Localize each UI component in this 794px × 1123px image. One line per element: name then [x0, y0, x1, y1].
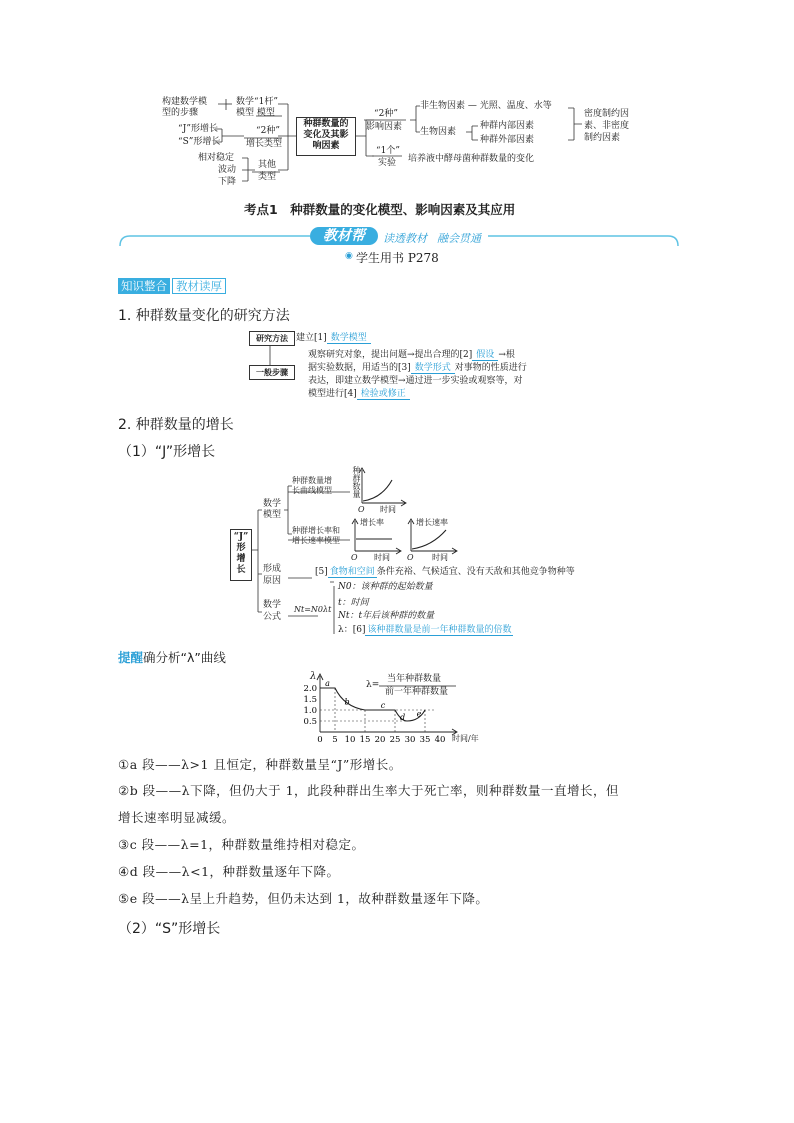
point-c: ③c 段——λ=1，种群数量维持相对稳定。 — [118, 837, 365, 852]
heading-j-growth: （1）“J”形增长 — [118, 444, 216, 460]
graph1-origin: O — [358, 505, 365, 514]
j-rate-model-1: 种群增长率和 — [292, 526, 340, 535]
answer-1: 数学模型 — [327, 333, 371, 344]
answer-3: 数学形式 — [411, 363, 455, 374]
mm-one-top: “1个” — [376, 146, 400, 156]
answer-4: 检验或修正 — [357, 389, 410, 400]
j-cause-1: 形成 — [263, 564, 282, 574]
mm-two-kinds: “2种” — [256, 126, 280, 136]
mm-right-note-3: 制约因素 — [584, 133, 621, 143]
step1-prefix: 观察研究对象，提出问题→提出合理的[2] — [308, 350, 473, 360]
j-curve-model-2: 长曲线模型 — [292, 486, 332, 495]
step4-prefix: 模型进行[4] — [308, 389, 357, 399]
j-root-1: “J” — [233, 532, 249, 542]
point-b: ②b 段——λ下降，但仍大于 1，此段种群出生率大于死亡率，则种群数量一直增长，但 — [118, 783, 620, 798]
cause-prefix: [5] — [315, 567, 328, 577]
y-tick-0.5: 0.5 — [303, 717, 317, 727]
graph1-x-label: 时间 — [380, 505, 396, 514]
j-root-3: 增 — [236, 554, 246, 564]
mm-one-bottom: 实验 — [378, 158, 397, 168]
answer-6: 该种群数量是前一年种群数量的倍数 — [367, 625, 512, 635]
lambda-y-label: λ — [310, 671, 317, 682]
j-math-model-1: 数学 — [263, 499, 282, 509]
point-e: ⑤e 段——λ呈上升趋势，但仍未达到 1，故种群数量逐年下降。 — [118, 891, 489, 906]
mm-center-line-2: 变化及其影 — [303, 130, 349, 140]
j-root-2: 形 — [236, 543, 246, 553]
mm-bio-external: 种群外部因素 — [480, 135, 535, 145]
j-math-model-2: 模型 — [263, 510, 282, 520]
cause-suffix: 条件充裕、气候适宜、没有天敌和其他竞争物种等 — [376, 567, 575, 577]
step1-suffix: →根 — [498, 350, 515, 360]
segment-label-c: c — [380, 700, 386, 710]
j-rate-model-2: 增长速率模型 — [292, 536, 340, 545]
mm-experiment: 培养液中酵母菌种群数量的变化 — [408, 154, 535, 164]
banner-title: 教材帮 — [310, 227, 378, 245]
segment-label-e: e — [416, 709, 422, 719]
mm-model-label-2: 模型 模型 — [236, 108, 275, 118]
graph2-x-label: 时间 — [374, 553, 390, 562]
lambda-denominator: 前一年种群数量 — [385, 687, 449, 697]
banner-sub-2: 融会贯通 — [437, 232, 481, 245]
x-tick-35: 35 — [419, 735, 431, 745]
lambda-numerator: 当年种群数量 — [387, 674, 442, 684]
j-formula-label-1: 数学 — [263, 600, 282, 610]
graph2-origin: O — [351, 553, 358, 562]
mm-model-label-1: 数学“1杆” — [236, 97, 278, 107]
x-tick-10: 10 — [344, 735, 356, 745]
banner-dot-icon: ◉ — [345, 251, 353, 261]
mm-bio: 生物因素 — [420, 127, 457, 137]
research-step-3: 表达，即建立数学模型→通过进一步实验或观察等，对 — [308, 376, 523, 386]
x-tick-30: 30 — [404, 735, 416, 745]
banner-sub-1: 读透教材 — [383, 232, 427, 245]
graph2-y-label: 增长率 — [360, 518, 384, 527]
x-tick-5: 5 — [332, 735, 338, 745]
mm-right-note-2: 素、非密度 — [584, 121, 630, 131]
banner-ref: 学生用书 P278 — [356, 251, 439, 265]
mm-fluctuate: 波动 — [218, 165, 237, 175]
heading-research-method: 1. 种群数量变化的研究方法 — [118, 308, 290, 324]
mm-bio-internal: 种群内部因素 — [480, 121, 535, 131]
tag-integration: 知识整合 — [118, 278, 170, 294]
graph3-origin: O — [407, 553, 414, 562]
tip-label: 提醒 — [118, 650, 144, 665]
mm-center-line-1: 种群数量的 — [303, 119, 349, 129]
step2-suffix: 对事物的性质进行 — [454, 363, 527, 373]
x-tick-25: 25 — [389, 735, 401, 745]
x-tick-0: 0 — [317, 735, 323, 745]
answer-5: 食物和空间 — [329, 567, 375, 577]
segment-label-d: d — [399, 712, 406, 722]
mm-nonbio: 非生物因素 — 光照、温度、水等 — [420, 101, 552, 111]
graph3-y-label: 增长速率 — [416, 518, 448, 527]
mm-step-1: 构建数学模 — [162, 97, 208, 107]
mm-other-type: 类型 — [258, 172, 277, 182]
mm-growth-types: 增长类型 — [246, 139, 283, 149]
mm-right-note-1: 密度制约因 — [584, 109, 630, 119]
point-a: ①a 段——λ>1 且恒定，种群数量呈“J”形增长。 — [118, 757, 402, 772]
mm-s-growth: “S”形增长 — [178, 137, 221, 147]
j-formula: Nt=N0λt — [294, 605, 332, 614]
segment-label-a: a — [325, 678, 330, 688]
point-b-cont: 增长速率明显减缓。 — [118, 810, 236, 825]
segment-label-b: b — [344, 697, 350, 707]
j-root-4: 长 — [236, 565, 246, 575]
lambda-y-axis — [317, 674, 323, 732]
x-tick-40: 40 — [434, 735, 446, 745]
heading-s-growth: （2）“S”形增长 — [118, 921, 221, 937]
box-general-steps: 一般步骤 — [249, 365, 295, 380]
j-var-t: t：时间 — [338, 598, 369, 608]
lambda-formula-left: λ= — [366, 680, 380, 690]
mm-stable: 相对稳定 — [198, 153, 235, 163]
box-research-method: 研究方法 — [249, 331, 295, 346]
tag-deep-read: 教材读厚 — [172, 278, 226, 294]
research-line1-prefix: 建立[1] — [296, 333, 327, 343]
j-cause-2: 原因 — [263, 576, 282, 586]
lambda-prefix: λ：[6] — [338, 625, 366, 635]
mm-j-growth: “J”形增长 — [178, 124, 219, 134]
graph1-y-label: 种群数量 — [352, 466, 361, 498]
lambda-x-label: 时间/年 — [452, 734, 479, 743]
mm-influence-top: “2种” — [374, 109, 398, 119]
heading-population-growth: 2. 种群数量的增长 — [118, 417, 234, 433]
y-tick-2.0: 2.0 — [303, 684, 317, 694]
mm-center-line-3: 响因素 — [312, 141, 340, 151]
graph3-x-label: 时间 — [432, 553, 448, 562]
x-tick-20: 20 — [374, 735, 386, 745]
answer-2: 假设 — [472, 350, 498, 361]
y-tick-1.5: 1.5 — [303, 695, 317, 705]
j-curve-model-1: 种群数量增 — [292, 476, 332, 485]
mm-other: 其他 — [258, 160, 277, 170]
tip-text: 确分析“λ”曲线 — [143, 650, 226, 665]
mm-step-2: 型的步骤 — [162, 108, 199, 118]
mm-influence-bottom: 影响因素 — [366, 122, 403, 132]
j-formula-label-2: 公式 — [263, 612, 282, 622]
x-tick-15: 15 — [359, 735, 371, 745]
step2-prefix: 据实验数据，用适当的[3] — [308, 363, 411, 373]
y-tick-1.0: 1.0 — [303, 706, 317, 716]
mm-decline: 下降 — [218, 177, 237, 187]
j-var-nt: Nt：t年后该种群的数量 — [338, 611, 435, 621]
j-var-n0: N0：该种群的起始数量 — [338, 582, 433, 592]
point-d: ④d 段——λ<1，种群数量逐年下降。 — [118, 864, 340, 879]
section-title: 考点1 种群数量的变化模型、影响因素及其应用 — [244, 202, 516, 217]
